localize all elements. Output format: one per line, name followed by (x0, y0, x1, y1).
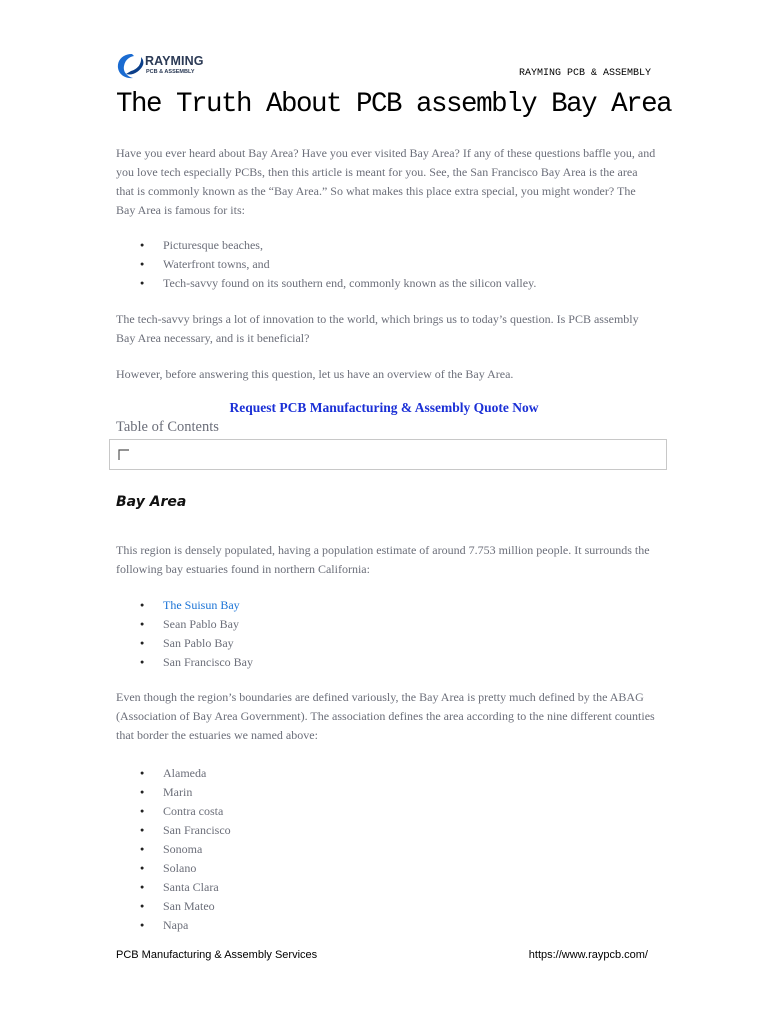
list-item: ● San Francisco Bay (116, 653, 253, 672)
intro-paragraph: Have you ever heard about Bay Area? Have you ever visited Bay Area? If any of these questions baffle you, and you love tech especially PCBs, then this article is meant for you. See, the San Francisco Bay Area is the area that is commonly known as the “Bay Area.” So what makes this place extra special, you might wonder? The Bay Area is famous for its: (116, 146, 656, 217)
famous-list (116, 236, 536, 293)
list-item: ● Marin (116, 783, 231, 802)
list-item: ● Sonoma (116, 840, 231, 859)
request-quote-link[interactable]: Request PCB Manufacturing & Assembly Quote Now (229, 400, 539, 415)
list-item: ● San Pablo Bay (116, 634, 253, 653)
bays-list (116, 596, 253, 672)
rayming-swoosh-icon (116, 52, 148, 80)
counties-list (116, 764, 231, 935)
list-item: ● Picturesque beaches, (116, 236, 536, 255)
list-item: ● San Mateo (116, 897, 231, 916)
table-of-contents-box (109, 439, 667, 470)
list-item: ● Santa Clara (116, 878, 231, 897)
list-item: ● San Francisco (116, 821, 231, 840)
suisun-bay-link[interactable]: ● The Suisun Bay (116, 596, 253, 615)
rayming-logo[interactable] (116, 52, 216, 80)
abag-paragraph: Even though the region’s boundaries are defined variously, the Bay Area is pretty much defined by the ABAG (Association of Bay Area Government). The association defines the area according to the nine different counties that border the estuaries we named above: (116, 690, 655, 742)
toc-label: Table of Contents (116, 419, 219, 435)
list-item: ● Contra costa (116, 802, 231, 821)
list-item: ● Waterfront towns, and (116, 255, 536, 274)
footer-url-link[interactable]: https://www.raypcb.com/ (528, 949, 648, 961)
logo-subtitle: PCB & ASSEMBLY (146, 69, 195, 75)
running-header: RAYMING PCB & ASSEMBLY (518, 68, 651, 79)
list-item: ● Alameda (116, 764, 231, 783)
page-title: The Truth About PCB assembly Bay Area (116, 89, 672, 120)
logo-name: RAYMING (145, 54, 204, 68)
innovation-paragraph: The tech-savvy brings a lot of innovation to the world, which brings us to today’s question. Is PCB assembly Bay Area necessary, and is it beneficial? (116, 312, 639, 345)
overview-paragraph: However, before answering this question, let us have an overview of the Bay Area. (116, 367, 514, 381)
population-paragraph: This region is densely populated, having a population estimate of around 7.753 million people. It surrounds the following bay estuaries found in northern California: (116, 543, 650, 576)
list-item: ● Napa (116, 916, 231, 935)
list-item: ● Solano (116, 859, 231, 878)
list-item: ● Sean Pablo Bay (116, 615, 253, 634)
toc-toggle-icon[interactable] (118, 449, 130, 461)
list-item: ● Tech-savvy found on its southern end, commonly known as the silicon valley. (116, 274, 536, 293)
footer-services: PCB Manufacturing & Assembly Services (116, 949, 318, 961)
section-heading-bay-area: Bay Area (116, 494, 187, 510)
